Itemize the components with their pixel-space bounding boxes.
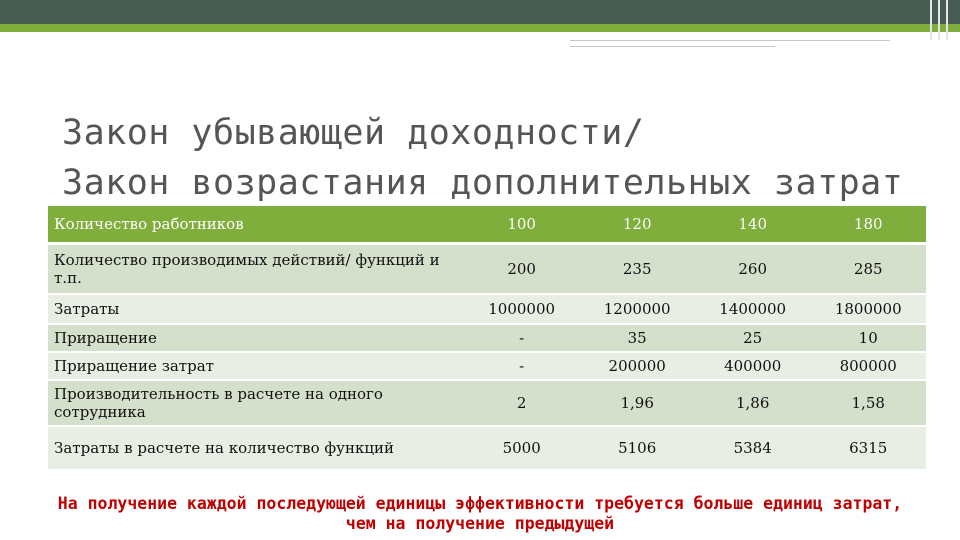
row-label: Приращение	[48, 324, 464, 352]
header-label: Количество работников	[48, 206, 464, 244]
cell-value: 1400000	[695, 294, 811, 324]
title-line-2: Закон возрастания дополнительных затрат	[62, 163, 904, 203]
decorative-vertical-line	[938, 0, 940, 40]
decorative-line	[570, 40, 890, 41]
header-value: 140	[695, 206, 811, 244]
table-row	[48, 426, 926, 470]
decorative-vertical-line	[946, 0, 948, 40]
table-row	[48, 244, 926, 294]
cell-value: 1,86	[695, 380, 811, 426]
cell-value: 25	[695, 324, 811, 352]
cell-value: 5106	[579, 426, 695, 470]
cell-value: 35	[579, 324, 695, 352]
table-row	[48, 294, 926, 324]
cell-value: 5000	[464, 426, 580, 470]
decorative-vertical-line	[930, 0, 932, 40]
cell-value: 5384	[695, 426, 811, 470]
cell-value: 2	[464, 380, 580, 426]
cell-value: 285	[810, 244, 926, 294]
cell-value: 1200000	[579, 294, 695, 324]
conclusion-note: На получение каждой последующей единицы эффективности требуется больше единиц затрат, чем на получение предыдущей	[57, 494, 903, 533]
cell-value: 1000000	[464, 294, 580, 324]
table-row	[48, 380, 926, 426]
header-value: 120	[579, 206, 695, 244]
cell-value: 1,58	[810, 380, 926, 426]
cell-value: 200	[464, 244, 580, 294]
table-row	[48, 324, 926, 352]
cell-value: 260	[695, 244, 811, 294]
cell-value: 10	[810, 324, 926, 352]
cell-value: 1,96	[579, 380, 695, 426]
data-table	[48, 206, 926, 471]
cell-value: 6315	[810, 426, 926, 470]
header-value: 180	[810, 206, 926, 244]
top-bar-green	[0, 24, 960, 32]
table-header-row	[48, 206, 926, 244]
cell-value: 200000	[579, 352, 695, 380]
decorative-line	[570, 46, 775, 47]
cell-value: 1800000	[810, 294, 926, 324]
row-label: Производительность в расчете на одного сотрудника	[48, 380, 464, 426]
cell-value: 235	[579, 244, 695, 294]
top-bar-dark	[0, 0, 960, 24]
slide-title	[62, 108, 942, 208]
row-label: Количество производимых действий/ функций и т.п.	[48, 244, 464, 294]
cell-value: -	[464, 324, 580, 352]
row-label: Затраты	[48, 294, 464, 324]
cell-value: 800000	[810, 352, 926, 380]
cell-value: -	[464, 352, 580, 380]
row-label: Затраты в расчете на количество функций	[48, 426, 464, 470]
table-row	[48, 352, 926, 380]
title-line-1: Закон убывающей доходности/	[62, 113, 645, 153]
row-label: Приращение затрат	[48, 352, 464, 380]
cell-value: 400000	[695, 352, 811, 380]
header-value: 100	[464, 206, 580, 244]
